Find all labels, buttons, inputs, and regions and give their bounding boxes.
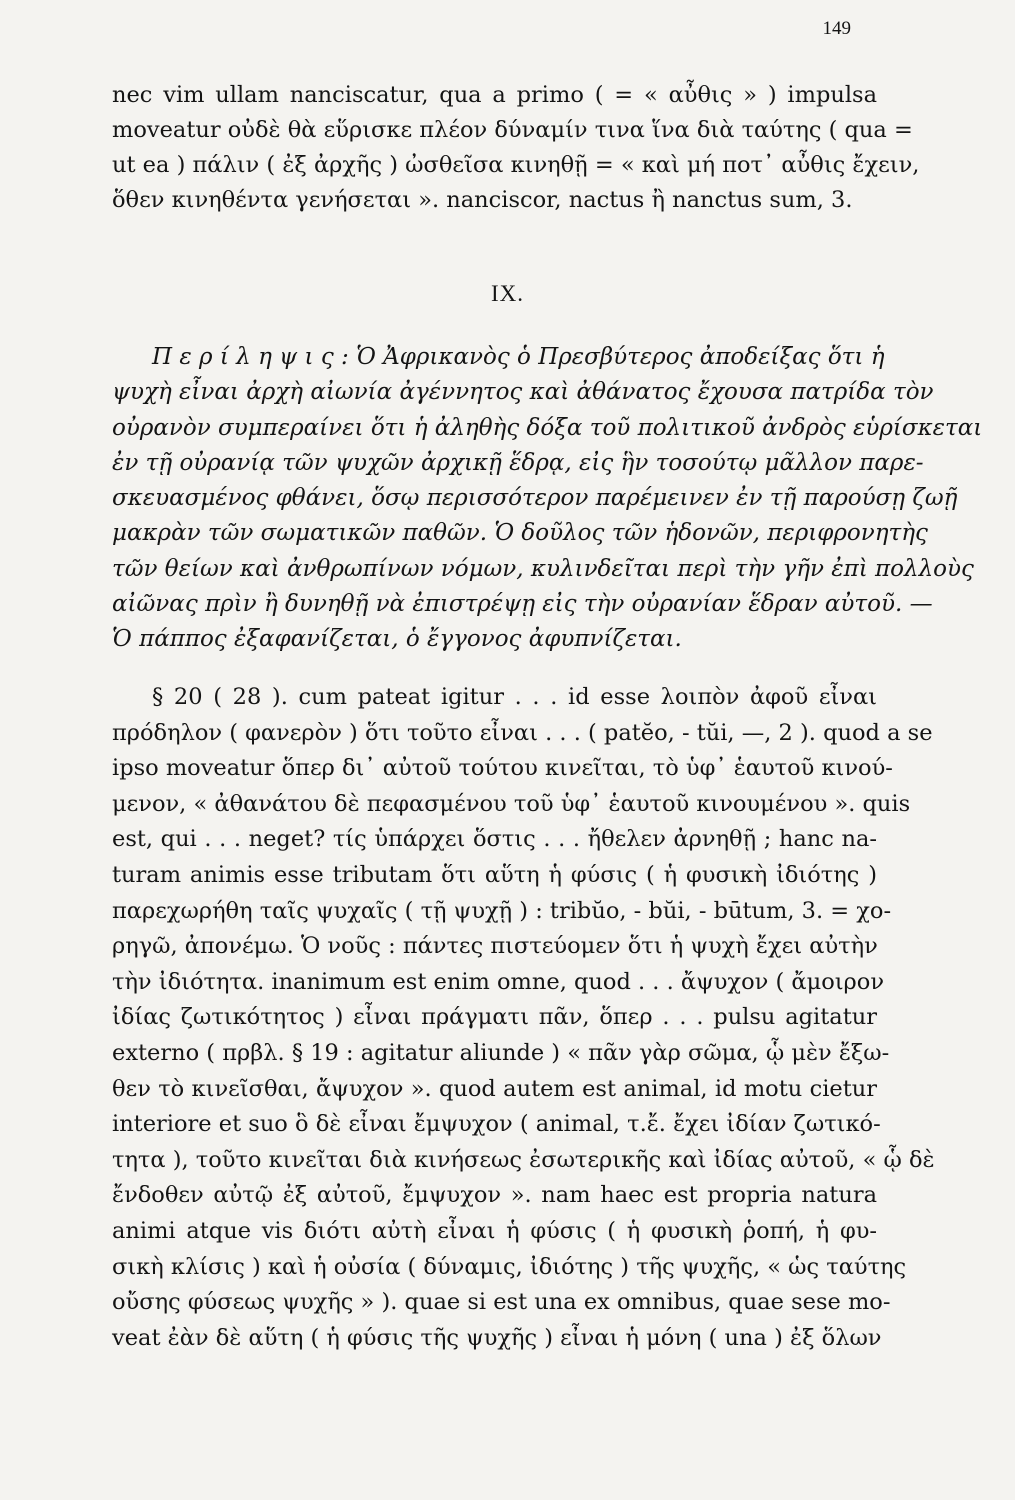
- text-line: ipso moveatur ὅπερ δι᾽ αὐτοῦ τούτου κινεῖται, τὸ ὑφ᾽ ἑαυτοῦ κινού-: [112, 755, 893, 782]
- text-line: ἐν τῇ οὐρανίᾳ τῶν ψυχῶν ἀρχικῇ ἕδρᾳ, εἰς ἣν τοσούτῳ μᾶλλον παρε-: [112, 449, 924, 476]
- text-line: Ὁ πάππος ἐξαφανίζεται, ὁ ἔγγονος ἀφυπνίζεται.: [112, 626, 682, 653]
- text-line: σικὴ κλίσις ) καὶ ἡ οὐσία ( δύναμις, ἰδιότης ) τῆς ψυχῆς, « ὡς ταύτης: [112, 1253, 907, 1280]
- text-line: moveatur οὐδὲ θὰ εὕρισκε πλέον δύναμίν τινα ἵνα διὰ ταύτης ( qua =: [112, 117, 913, 143]
- text-line: μενον, « ἀθανάτου δὲ πεφασμένου τοῦ ὑφ᾽ ἑαυτοῦ κινουμένου ». quis: [112, 790, 911, 817]
- text-line: ἔνδοθεν αὐτῷ ἐξ αὐτοῦ, ἔμψυχον ». nam haec est propria natura: [112, 1182, 877, 1209]
- text-line: πρόδηλον ( φανερὸν ) ὅτι τοῦτο εἶναι . . . ( patĕo, - tŭi, —, 2 ). quod a se: [112, 719, 933, 746]
- summary-paragraph: [112, 340, 983, 658]
- paragraph-commentary-20: [112, 680, 935, 1356]
- paragraph-commentary-1: [112, 78, 920, 218]
- section-heading: IX.: [490, 281, 525, 306]
- text-line: παρεχωρήθη ταῖς ψυχαῖς ( τῇ ψυχῇ ) : tribŭo, - bŭi, - būtum, 3. = χο-: [112, 897, 892, 924]
- text-line: ὅθεν κινηθέντα γενήσεται ». nanciscor, nactus ἢ nanctus sum, 3.: [112, 187, 853, 213]
- text-line: Π ε ρ ί λ η ψ ι ς : Ὁ Ἀφρικανὸς ὁ Πρεσβύτερος ἀποδείξας ὅτι ἡ: [152, 344, 885, 370]
- text-line: nec vim ullam nanciscatur, qua a primo ( = « αὖθις » ) impulsa: [112, 82, 877, 108]
- text-line: turam animis esse tributam ὅτι αὕτη ἡ φύσις ( ἡ φυσικὴ ἰδιότης ): [112, 861, 877, 888]
- text-line: ἰδίας ζωτικότητος ) εἶναι πράγματι πᾶν, ὅπερ . . . pulsu agitatur: [112, 1004, 877, 1031]
- text-line: οὐρανὸν συμπεραίνει ὅτι ἡ ἀληθὴς δόξα τοῦ πολιτικοῦ ἀνδρὸς εὑρίσκεται: [112, 414, 983, 441]
- text-line: veat ἐὰν δὲ αὕτη ( ἡ φύσις τῆς ψυχῆς ) εἶναι ἡ μόνη ( una ) ἐξ ὅλων: [112, 1324, 882, 1351]
- text-line: animi atque vis διότι αὐτὴ εἶναι ἡ φύσις ( ἡ φυσικὴ ῥοπή, ἡ φυ-: [112, 1217, 877, 1244]
- text-line: τῶν θείων καὶ ἀνθρωπίνων νόμων, κυλινδεῖται περὶ τὴν γῆν ἐπὶ πολλοὺς: [112, 555, 974, 582]
- text-line: σκευασμένος φθάνει, ὅσῳ περισσότερον παρέμεινεν ἐν τῇ παρούσῃ ζωῇ: [112, 485, 958, 512]
- text-line: interiore et suo ὃ δὲ εἶναι ἔμψυχον ( animal, τ.ἔ. ἔχει ἰδίαν ζωτικό-: [112, 1111, 881, 1138]
- text-line: μακρὰν τῶν σωματικῶν παθῶν. Ὁ δοῦλος τῶν ἡδονῶν, περιφρονητὴς: [112, 520, 928, 547]
- text-line: τητα ), τοῦτο κινεῖται διὰ κινήσεως ἐσωτερικῆς καὶ ἰδίας αὐτοῦ, « ᾧ δὲ: [112, 1146, 935, 1173]
- text-line: αἰῶνας πρὶν ἢ δυνηθῇ νὰ ἐπιστρέψῃ εἰς τὴν οὐρανίαν ἕδραν αὐτοῦ. —: [112, 591, 933, 618]
- text-line: θεν τὸ κινεῖσθαι, ἄψυχον ». quod autem est animal, id motu cietur: [112, 1075, 877, 1102]
- text-line: ψυχὴ εἶναι ἀρχὴ αἰωνία ἀγέννητος καὶ ἀθάνατος ἔχουσα πατρίδα τὸν: [112, 379, 934, 406]
- text-line: § 20 ( 28 ). cum pateat igitur . . . id esse λοιπὸν ἀφοῦ εἶναι: [152, 684, 877, 710]
- text-line: ρηγῶ, ἀπονέμω. Ὁ νοῦς : πάντες πιστεύομεν ὅτι ἡ ψυχὴ ἔχει αὐτὴν: [112, 933, 878, 960]
- text-line: τὴν ἰδιότητα. inanimum est enim omne, quod . . . ἄψυχον ( ἄμοιρον: [112, 968, 885, 995]
- text-line: externo ( πρβλ. § 19 : agitatur aliunde ) « πᾶν γὰρ σῶμα, ᾧ μὲν ἔξω-: [112, 1039, 890, 1066]
- text-line: est, qui . . . neget? τίς ὑπάρχει ὅστις . . . ἤθελεν ἀρνηθῇ ; hanc na-: [112, 826, 877, 853]
- text-line: ut ea ) πάλιν ( ἐξ ἀρχῆς ) ὠσθεῖσα κινηθῇ = « καὶ μή ποτ᾽ αὖθις ἔχειν,: [112, 152, 920, 178]
- text-line: οὔσης φύσεως ψυχῆς » ). quae si est una ex omnibus, quae sese mo-: [112, 1289, 891, 1316]
- page-number: 149: [822, 18, 851, 39]
